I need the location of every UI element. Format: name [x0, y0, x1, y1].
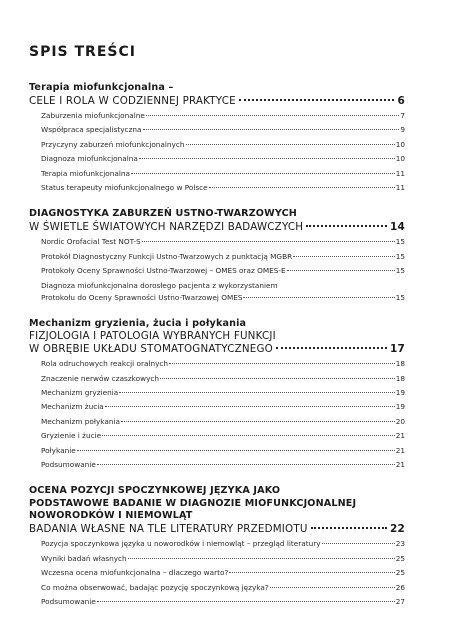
- chapter-4: [29, 485, 405, 609]
- entry-page-number: 26: [395, 582, 405, 592]
- entry-title: Pozycja spoczynkowa języka u noworodków i niemowląt – przegląd literatury: [41, 539, 321, 549]
- toc-entry[interactable]: [41, 250, 405, 264]
- toc-entry[interactable]: [41, 291, 405, 305]
- toc-entry[interactable]: [41, 372, 405, 386]
- chapter-subtitle: BADANIA WŁASNE NA TLE LITERATURY PRZEDMIOTU: [29, 522, 308, 535]
- entry-title: Protokołu do Oceny Sprawności Ustno-Twarzowej OMES: [41, 293, 243, 303]
- toc-entry[interactable]: [41, 123, 405, 137]
- entry-page-number: 21: [395, 460, 405, 469]
- entry-title: Mechanizm żucia: [41, 402, 104, 412]
- toc-entry[interactable]: [41, 167, 405, 181]
- chapter-page-number: 22: [389, 522, 405, 535]
- dot-leader: [142, 241, 395, 242]
- entry-title: Mechanizm gryzienia: [41, 387, 119, 397]
- chapter-subtitle-line: FIZJOLOGIA I PATOLOGIA WYBRANYCH FUNKCJI: [29, 330, 276, 343]
- chapter-subtitle: W OBRĘBIE UKŁADU STOMATOGNATYCZNEGO: [29, 342, 273, 355]
- dot-leader: [311, 527, 387, 529]
- entry-page-number: 20: [395, 416, 405, 426]
- chapter-subtitle-row[interactable]: [29, 221, 405, 234]
- entry-page-number: 21: [395, 445, 405, 455]
- chapter-title: Terapia miofunkcjonalna –: [29, 82, 174, 93]
- entry-title: Podsumowanie: [41, 460, 96, 469]
- dot-leader: [306, 225, 387, 227]
- entry-title: Co można obserwować, badając pozycję spoczynkową języka?: [41, 582, 269, 592]
- entry-title: Przyczyny zaburzeń miofunkcjonalnych: [41, 139, 185, 149]
- toc-entry[interactable]: [41, 181, 405, 195]
- entry-title: Protokoły Oceny Sprawności Ustno-Twarzowej – OMES oraz OMES-E: [41, 266, 286, 276]
- entry-title: Współpraca specjalistyczna: [41, 125, 142, 135]
- toc-entry[interactable]: [41, 264, 405, 278]
- dot-leader: [270, 587, 395, 588]
- toc-entry[interactable]: [41, 429, 405, 443]
- toc-entry[interactable]: [41, 444, 405, 458]
- dot-leader: [143, 129, 400, 130]
- dot-leader: [77, 450, 395, 451]
- chapter-subtitle: W ŚWIETLE ŚWIATOWYCH NARZĘDZI BADAWCZYCH: [29, 220, 304, 233]
- entry-page-number: 19: [395, 387, 405, 397]
- section-list: [29, 235, 405, 304]
- dot-leader: [105, 406, 395, 407]
- dot-leader: [186, 144, 395, 145]
- entry-title: Nordic Orofacial Test NOT-S: [41, 237, 141, 247]
- chapter-subtitle-row[interactable]: [29, 95, 405, 108]
- dot-leader: [131, 173, 395, 174]
- chapter-subtitle: CELE I ROLA W CODZIENNEJ PRAKTYCE: [29, 94, 236, 107]
- entry-page-number: 15: [395, 266, 405, 276]
- dot-leader: [239, 99, 395, 101]
- entry-title: Wyniki badań własnych: [41, 553, 127, 563]
- dot-leader: [121, 421, 395, 422]
- toc-entry[interactable]: [41, 400, 405, 414]
- chapter-title: OCENA POZYCJI SPOCZYNKOWEJ JĘZYKA JAKO: [29, 485, 281, 497]
- entry-title: Podsumowanie: [41, 597, 96, 607]
- dot-leader: [287, 270, 395, 271]
- entry-title-first-line[interactable]: Diagnoza miofunkcjonalna dorosłego pacjenta z wykorzystaniem: [41, 280, 278, 290]
- dot-leader: [293, 256, 395, 257]
- entry-title: Znaczenie nerwów czaszkowych: [41, 373, 160, 383]
- entry-page-number: 9: [400, 125, 405, 135]
- entry-page-number: 23: [395, 539, 405, 549]
- toc-entry[interactable]: [41, 458, 405, 472]
- dot-leader: [97, 601, 395, 602]
- toc-entry[interactable]: [41, 537, 405, 551]
- entry-page-number: 25: [395, 553, 405, 563]
- dot-leader: [229, 572, 394, 573]
- toc-entry[interactable]: [41, 109, 405, 123]
- dot-leader: [119, 392, 394, 393]
- entry-title: Wczesna ocena miofunkcjonalna – dlaczego warto?: [41, 568, 229, 578]
- dot-leader: [97, 464, 395, 465]
- entry-title: Rola odruchowych reakcji oralnych: [41, 359, 169, 369]
- chapter-2: [29, 208, 405, 304]
- toc-entry[interactable]: [41, 386, 405, 400]
- dot-leader: [276, 347, 387, 349]
- entry-title: Diagnoza miofunkcjonalna: [41, 154, 138, 164]
- entry-page-number: 11: [395, 168, 405, 178]
- entry-page-number: 19: [395, 402, 405, 412]
- toc-entry[interactable]: [41, 235, 405, 249]
- toc-title: SPIS TREŚCI: [29, 44, 136, 60]
- dot-leader: [102, 435, 395, 436]
- entry-page-number: 18: [395, 359, 405, 369]
- dot-leader: [243, 297, 394, 298]
- dot-leader: [160, 378, 395, 379]
- chapter-1: [29, 82, 405, 195]
- entry-page-number: 10: [395, 154, 405, 164]
- toc-entry[interactable]: [41, 138, 405, 152]
- chapter-page-number: 14: [389, 220, 405, 233]
- dot-leader: [209, 187, 395, 188]
- entry-page-number: 11: [395, 183, 405, 193]
- chapter-3: [29, 318, 405, 473]
- entry-page-number: 27: [395, 597, 405, 607]
- toc-entry[interactable]: [41, 566, 405, 580]
- entry-title: Protokół Diagnostyczny Funkcji Ustno-Twarzowych z punktacją MGBR: [41, 251, 293, 261]
- dot-leader: [128, 558, 395, 559]
- entry-page-number: 21: [395, 431, 405, 441]
- chapter-title: NOWORODKÓW I NIEMOWLĄT: [29, 510, 193, 522]
- dot-leader: [139, 158, 395, 159]
- entry-page-number: 7: [400, 111, 405, 120]
- chapter-title: Mechanizm gryzienia, żucia i połykania: [29, 317, 247, 329]
- toc-entry[interactable]: [41, 357, 405, 371]
- entry-title: Status terapeuty miofunkcjonalnego w Polsce: [41, 183, 208, 193]
- entry-title: Połykanie: [41, 445, 76, 455]
- dot-leader: [169, 363, 395, 364]
- toc-entry[interactable]: [41, 595, 405, 609]
- chapter-title: PODSTAWOWE BADANIE W DIAGNOZIE MIOFUNKCJONALNEJ: [29, 497, 357, 509]
- chapter-subtitle-row[interactable]: [29, 523, 405, 536]
- toc-entry[interactable]: [41, 415, 405, 429]
- entry-page-number: 15: [395, 237, 405, 247]
- toc-entry[interactable]: [41, 581, 405, 595]
- entry-page-number: 25: [395, 568, 405, 578]
- chapter-page-number: 17: [389, 342, 405, 355]
- chapter-subtitle-row[interactable]: [29, 343, 405, 356]
- entry-title: Zaburzenia miofunkcjonalne: [41, 111, 145, 120]
- section-list: [29, 109, 405, 195]
- entry-page-number: 15: [395, 251, 405, 261]
- dot-leader: [322, 543, 395, 544]
- toc-entry[interactable]: [41, 552, 405, 566]
- entry-page-number: 15: [395, 293, 405, 303]
- chapter-page-number: 6: [397, 94, 405, 107]
- entry-page-number: 18: [395, 373, 405, 383]
- entry-title: Terapia miofunkcjonalna: [41, 168, 130, 178]
- entry-page-number: 10: [395, 139, 405, 149]
- section-list: [29, 537, 405, 609]
- entry-title: Mechanizm połykania: [41, 416, 120, 426]
- entry-title: Gryzienie i żucie: [41, 431, 102, 441]
- section-list: [29, 357, 405, 472]
- toc-entry[interactable]: [41, 152, 405, 166]
- dot-leader: [146, 115, 399, 116]
- chapter-title: DIAGNOSTYKA ZABURZEŃ USTNO-TWARZOWYCH: [29, 208, 297, 220]
